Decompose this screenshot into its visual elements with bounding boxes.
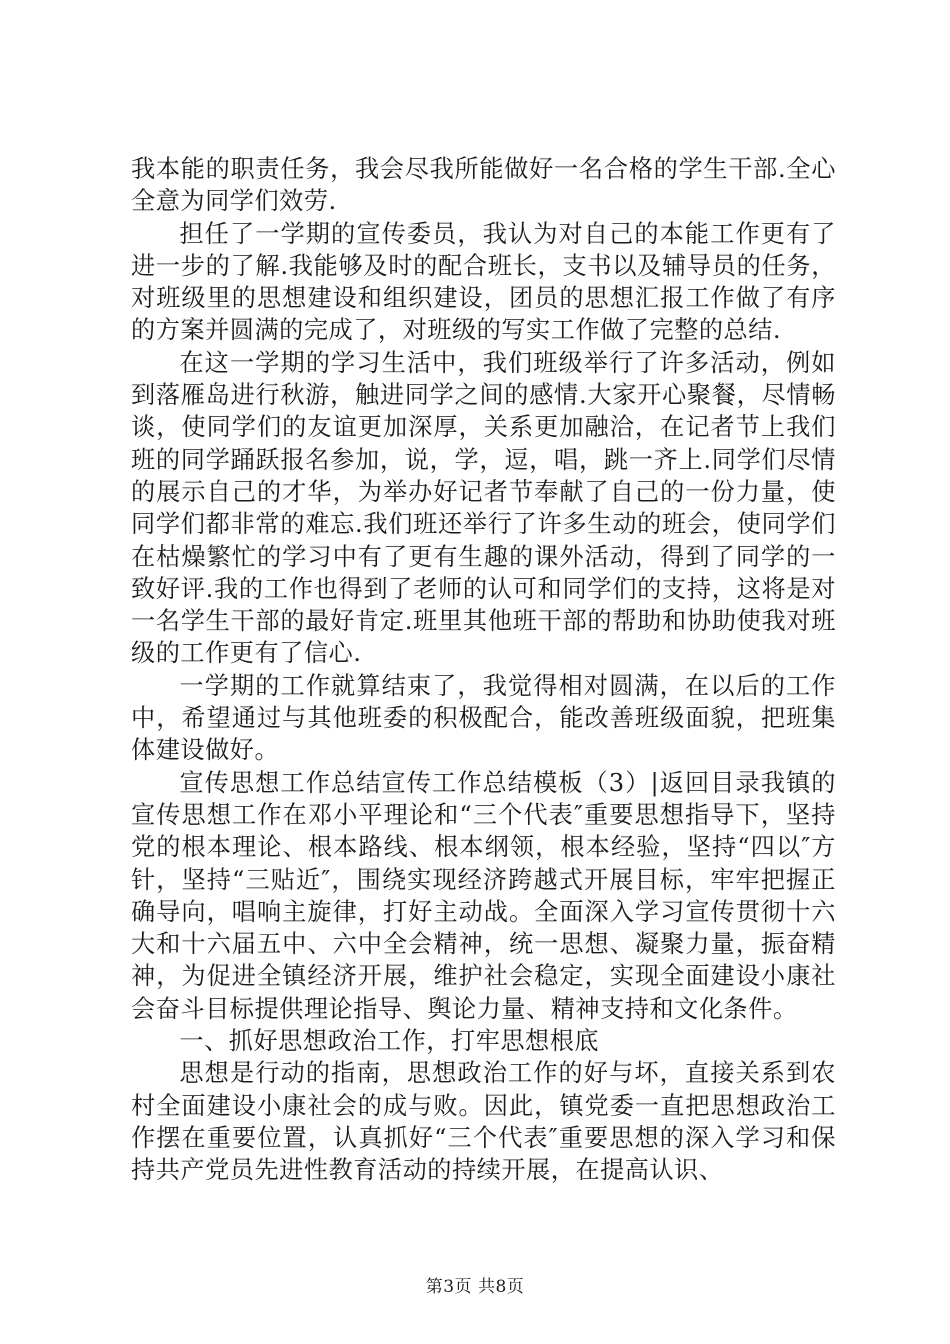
paragraph-5: 宣传思想工作总结宣传工作总结模板（3）|返回目录我镇的宣传思想工作在邓小平理论和“三个代表″重要思想指导下，坚持党的根本理论、根本路线、根本纲领，根本经验，坚持“四以″方针，坚持“三贴近″，围绕实现经济跨越式开展目标，牢牢把握正确导向，唱响主旋律，打好主动战。全面深入学习宣传贯彻十六大和十六届五中、六中全会精神，统一思想、凝聚力量，振奋精神，为促进全镇经济开展，维护社会稳定，实现全面建设小康社会奋斗目标提供理论指导、舆论力量、精神支持和文化条件。 (131, 768, 836, 1023)
paragraph-4: 一学期的工作就算结束了，我觉得相对圆满，在以后的工作中，希望通过与其他班委的积极配合，能改善班级面貌，把班集体建设做好。 (131, 671, 836, 765)
document-body (131, 153, 836, 1187)
paragraph-2: 担任了一学期的宣传委员，我认为对自己的本能工作更有了进一步的了解.我能够及时的配合班长，支书以及辅导员的任务，对班级里的思想建设和组织建设，团员的思想汇报工作做了有序的方案并圆满的完成了，对班级的写实工作做了完整的总结. (131, 219, 836, 345)
paragraph-1: 我本能的职责任务，我会尽我所能做好一名合格的学生干部.全心全意为同学们效劳. (131, 155, 836, 216)
page-footer: 第3页 共8页 (425, 1277, 525, 1297)
paragraph-3: 在这一学期的学习生活中，我们班级举行了许多活动，例如到落雁岛进行秋游，触进同学之间的感情.大家开心聚餐，尽情畅谈，使同学们的友谊更加深厚，关系更加融洽，在记者节上我们班的同学踊跃报名参加，说，学，逗，唱，跳一齐上.同学们尽情的展示自己的才华，为举办好记者节奉献了自己的一份力量，使同学们都非常的难忘.我们班还举行了许多生动的班会，使同学们在枯燥繁忙的学习中有了更有生趣的课外活动，得到了同学的一致好评.我的工作也得到了老师的认可和同学们的支持，这将是对一名学生干部的最好肯定.班里其他班干部的帮助和协助使我对班级的工作更有了信心. (131, 348, 836, 668)
paragraph-7: 思想是行动的指南，思想政治工作的好与坏，直接关系到农村全面建设小康社会的成与败。因此，镇党委一直把思想政治工作摆在重要位置，认真抓好“三个代表″重要思想的深入学习和保持共产党员先进性教育活动的持续开展，在提高认识、 (131, 1059, 836, 1185)
section-heading: 一、抓好思想政治工作，打牢思想根底 (179, 1027, 600, 1056)
